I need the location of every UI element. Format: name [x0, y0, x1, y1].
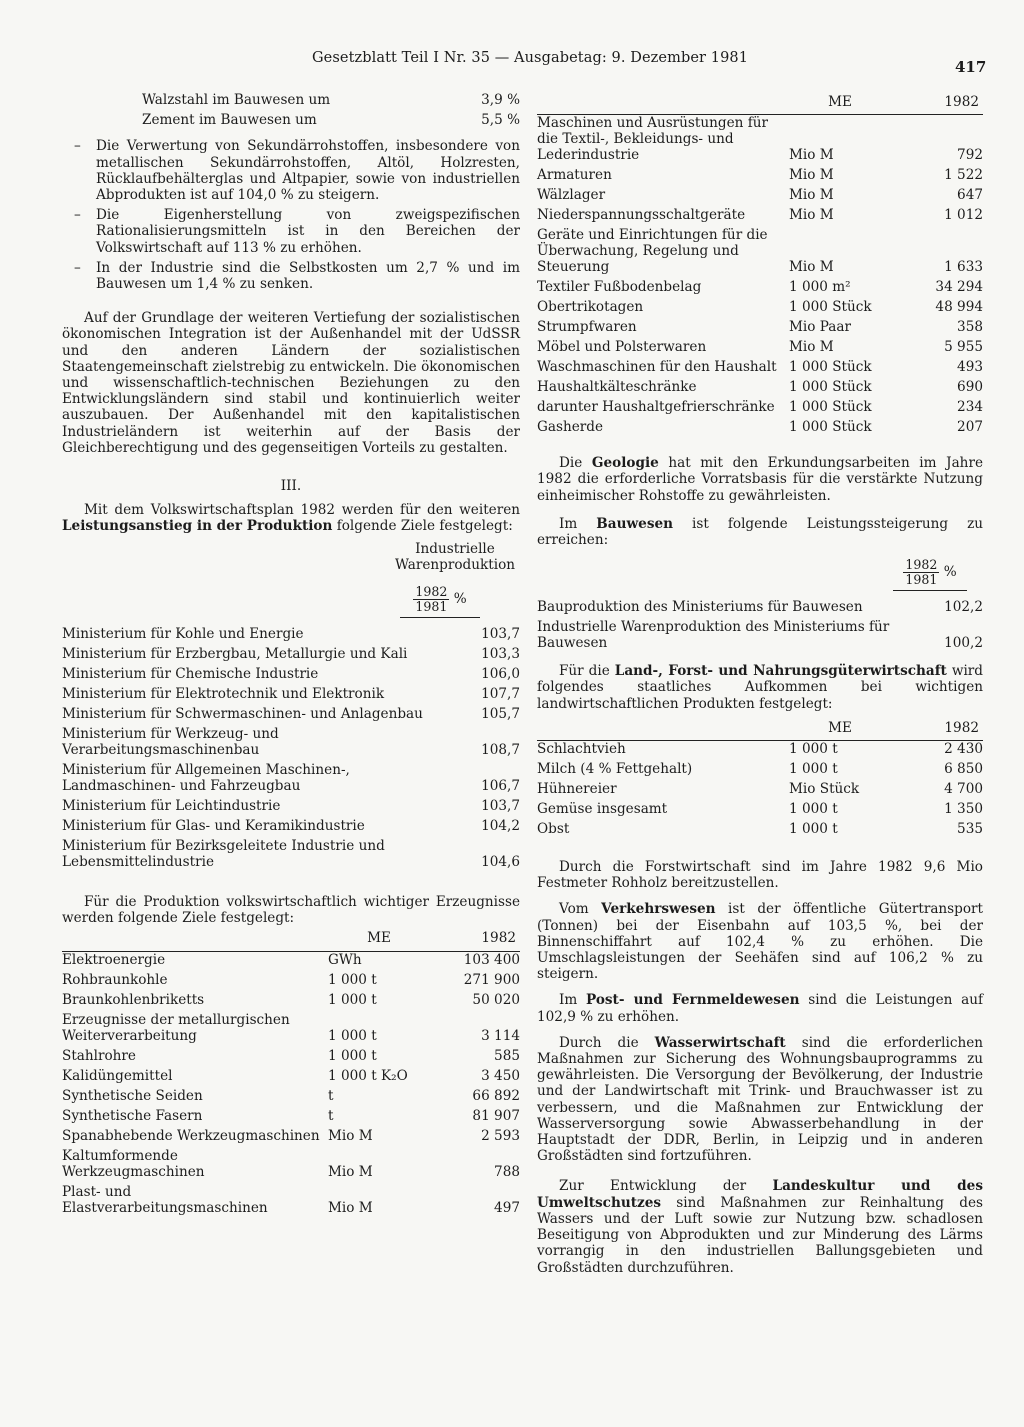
row-value: 34 294: [935, 279, 983, 296]
row-label: Möbel und Polsterwaren: [537, 339, 707, 356]
top-line-label: Walzstahl im Bauwesen um: [142, 92, 331, 108]
row-unit: 1 000 t: [789, 821, 838, 838]
row-label: Obst: [537, 821, 570, 838]
row-label: Textiler Fußbodenbelag: [537, 279, 702, 296]
row-value: 690: [957, 379, 983, 396]
row-label: Ministerium für Erzbergbau, Metallurgie und Kali: [62, 646, 408, 663]
products-year-header: 1982: [481, 930, 516, 947]
table-row: [62, 972, 520, 988]
row-value: 100,2: [944, 635, 983, 652]
table-row: [62, 798, 520, 814]
section-number: III.: [280, 478, 302, 495]
row-value: 102,2: [944, 599, 983, 616]
row-label: Ministerium für Chemische Industrie: [62, 666, 319, 683]
row-value: 66 892: [472, 1087, 520, 1104]
table-row: [62, 626, 520, 642]
table-row: [537, 379, 983, 395]
goods-table: [537, 92, 983, 439]
left-column: [62, 92, 520, 1220]
section-intro: Mit dem Volkswirtschaftsplan 1982 werden für den weiteren Leistungsanstieg in der Produktion folgende Ziele festgelegt:: [62, 502, 520, 535]
row-label: Obertrikotagen: [537, 299, 644, 316]
row-value: 81 907: [472, 1107, 520, 1124]
table-row: [62, 762, 520, 794]
percent-unit: %: [453, 591, 467, 608]
table-row: [62, 818, 520, 834]
row-value: 4 700: [944, 781, 983, 798]
row-value: 493: [957, 359, 983, 376]
row-value: 48 994: [935, 299, 983, 316]
products-me-header: ME: [367, 930, 391, 947]
row-label: Ministerium für Glas- und Keramikindustrie: [62, 818, 365, 835]
row-unit: Mio M: [789, 259, 834, 276]
row-label: Synthetische Fasern: [62, 1107, 203, 1124]
products-intro: Für die Produktion volkswirtschaftlich wichtiger Erzeugnisse werden folgende Ziele festgelegt:: [62, 894, 520, 927]
row-value: 50 020: [472, 991, 520, 1008]
page-header: Gesetzblatt Teil I Nr. 35 — Ausgabetag: 9. Dezember 1981: [312, 50, 749, 66]
goods-year-header: 1982: [944, 94, 979, 110]
table-row: [537, 319, 983, 335]
row-label: Ministerium für Allgemeinen Maschinen-, Landmaschinen- und Fahrzeugbau: [62, 762, 350, 795]
table-row: [62, 1108, 520, 1124]
row-value: 535: [957, 821, 983, 838]
table-row: [537, 299, 983, 315]
row-unit: 1 000 t: [789, 761, 838, 778]
post-paragraph: Im Post- und Fernmeldewesen sind die Leistungen auf 102,9 % zu erhöhen.: [537, 992, 983, 1025]
table-row: [537, 781, 983, 797]
table-row: [537, 187, 983, 203]
row-label: Milch (4 % Fettgehalt): [537, 761, 693, 778]
forestry-paragraph: Durch die Forstwirtschaft sind im Jahre 1982 9,6 Mio Festmeter Rohholz bereitzustellen.: [537, 859, 983, 892]
table-row: [62, 1012, 520, 1044]
table-row: [537, 359, 983, 375]
dash-item: – In der Industrie sind die Selbstkosten um 2,7 % und im Bauwesen um 1,4 % zu senken.: [74, 259, 520, 293]
dash-item-text: Die Eigenherstellung von zweigspezifischen Rationalisierungsmitteln ist in den Bereichen der Volkswirtschaft auf 113 % zu erhöhen.: [96, 207, 520, 256]
row-unit: 1 000 Stück: [789, 359, 872, 376]
row-value: 585: [494, 1047, 520, 1064]
ratio-fraction: $\frac{1982}{1981}$: [415, 584, 448, 615]
table-row: [62, 686, 520, 702]
row-value: 1 633: [944, 259, 983, 276]
table-row: [537, 821, 983, 837]
dash-item: – Die Eigenherstellung von zweigspezifischen Rationalisierungsmitteln ist in den Bereichen der Volkswirtschaft auf 113 % zu erhöhen.: [74, 207, 520, 256]
row-unit: Mio M: [789, 207, 834, 224]
construction-paragraph: Im Bauwesen ist folgende Leistungssteigerung zu erreichen:: [537, 515, 983, 549]
row-label: Ministerium für Leichtindustrie: [62, 798, 281, 815]
row-value: 1 012: [944, 207, 983, 224]
table-row: [537, 801, 983, 817]
row-label: Kalidüngemittel: [62, 1067, 173, 1084]
row-unit: GWh: [328, 951, 362, 968]
table-row: [537, 741, 983, 758]
row-label: Maschinen und Ausrüstungen für die Textil-, Bekleidungs- und Lederindustrie: [537, 115, 768, 164]
ministries-header: [62, 541, 520, 573]
row-unit: 1 000 t: [328, 1047, 377, 1064]
table-row: [537, 339, 983, 355]
row-label: Braunkohlenbriketts: [62, 991, 205, 1008]
transport-paragraph: Vom Verkehrswesen ist der öffentliche Gütertransport (Tonnen) bei der Eisenbahn auf 103,5 %, bei der Binnenschiffahrt auf 102,4 % zu erhöhen. Die Umschlagsleistungen der Seehäfen sind auf 106,2 % zu steigern.: [537, 901, 984, 983]
row-label: Strumpfwaren: [537, 319, 637, 336]
table-row: [537, 619, 983, 651]
row-value: 2 430: [944, 741, 983, 758]
table-row: [62, 1048, 520, 1064]
row-value: 1 522: [944, 167, 983, 184]
row-label: Rohbraunkohle: [62, 971, 168, 988]
table-row: [62, 726, 520, 758]
row-label: Geräte und Einrichtungen für die Überwachung, Regelung und Steuerung: [537, 227, 768, 276]
row-value: 108,7: [481, 742, 520, 759]
row-unit: Mio M: [789, 187, 834, 204]
row-label: Spanabhebende Werkzeugmaschinen: [62, 1127, 320, 1144]
row-unit: 1 000 t: [328, 971, 377, 988]
row-value: 792: [957, 147, 983, 164]
row-unit: t: [328, 1107, 334, 1124]
table-row: [537, 279, 983, 295]
row-label: Wälzlager: [537, 187, 606, 204]
table-row: [537, 167, 983, 183]
row-unit: Mio Paar: [789, 319, 852, 336]
top-line-value: 5,5 %: [481, 112, 520, 129]
row-label: Ministerium für Bezirksgeleitete Industrie und Lebensmittelindustrie: [62, 838, 385, 871]
table-row: [62, 646, 520, 662]
row-unit: Mio M: [328, 1199, 373, 1216]
agriculture-table: [537, 718, 983, 841]
table-row: [537, 761, 983, 777]
table-row: [537, 599, 983, 615]
row-value: 105,7: [481, 706, 520, 723]
table-row: [62, 1148, 520, 1180]
row-unit: 1 000 Stück: [789, 299, 872, 316]
goods-me-header: ME: [828, 94, 852, 110]
row-value: 103,7: [481, 798, 520, 815]
dash-item-text: Die Verwertung von Sekundärrohstoffen, insbesondere von metallischen Sekundärrohstoffen, Altöl, Holzresten, Rücklaufbehälterglas und Altpapier, sowie von industriellen Abprodukten ist auf 104,0 % zu steigern.: [96, 138, 520, 204]
row-label: Synthetische Seiden: [62, 1087, 203, 1104]
row-value: 104,2: [481, 818, 520, 835]
row-value: 3 450: [481, 1067, 520, 1084]
table-row: [537, 227, 983, 275]
row-unit: 1 000 t: [789, 801, 838, 818]
row-unit: Mio M: [328, 1127, 373, 1144]
percent-unit: %: [943, 564, 957, 581]
agriculture-paragraph: Für die Land-, Forst- und Nahrungsgüterwirtschaft wird folgendes staatliches Aufkommen bei wichtigen landwirtschaftlichen Produkten festgelegt:: [537, 663, 984, 712]
ministries-header-line1: Industrielle: [415, 540, 495, 557]
row-label: Stahlrohre: [62, 1047, 136, 1064]
table-row: [62, 666, 520, 682]
table-row: [537, 399, 983, 415]
ministries-header-line2: Warenproduktion: [394, 556, 516, 573]
row-label: Ministerium für Elektrotechnik und Elektronik: [62, 686, 385, 703]
table-row: [62, 992, 520, 1008]
row-label: Hühnereier: [537, 781, 617, 798]
row-value: 207: [957, 419, 983, 436]
row-unit: Mio M: [789, 339, 834, 356]
row-label: Erzeugnisse der metallurgischen Weiterverarbeitung: [62, 1011, 290, 1044]
row-unit: Mio M: [789, 147, 834, 164]
row-value: 1 350: [944, 801, 983, 818]
table-row: [537, 207, 983, 223]
row-label: Ministerium für Werkzeug- und Verarbeitungsmaschinenbau: [62, 726, 279, 759]
table-row: [62, 706, 520, 722]
row-unit: Mio Stück: [789, 781, 860, 798]
row-value: 6 850: [944, 761, 983, 778]
row-value: 107,7: [481, 686, 520, 703]
row-unit: 1 000 t: [328, 1027, 377, 1044]
row-unit: Mio M: [789, 167, 834, 184]
page-number: 417: [955, 58, 987, 76]
row-value: 647: [957, 187, 983, 204]
row-unit: 1 000 Stück: [789, 399, 872, 416]
row-value: 106,7: [481, 778, 520, 795]
top-lines: [62, 92, 520, 128]
ministries-table: [62, 626, 520, 874]
ratio-fraction: $\frac{1982}{1981}$: [905, 557, 938, 588]
row-value: 103 400: [463, 951, 520, 968]
row-label: Niederspannungsschaltgeräte: [537, 207, 746, 224]
row-label: Kaltumformende Werkzeugmaschinen: [62, 1147, 205, 1180]
row-label: Bauproduktion des Ministeriums für Bauwesen: [537, 599, 863, 616]
row-value: 5 955: [944, 339, 983, 356]
dash-item-text: In der Industrie sind die Selbstkosten um 2,7 % und im Bauwesen um 1,4 % zu senken.: [96, 259, 520, 293]
water-paragraph: Durch die Wasserwirtschaft sind die erforderlichen Maßnahmen zur Sicherung des Wohnungsbauprogramms zu gewährleisten. Die Versorgung der Bevölkerung, der Industrie und der Landwirtschaft mit Trink- und Brauchwasser ist zu verbessern, und die Maßnahmen zur Entwicklung der Wasserversorgung sowie Abwasserbehandlung in der Hauptstadt der DDR, Berlin, in Leipzig und in anderen Großstädten sind fortzuführen.: [537, 1034, 983, 1165]
row-label: Armaturen: [537, 167, 612, 184]
row-unit: 1 000 m²: [789, 279, 851, 296]
table-row: [537, 419, 983, 435]
top-line-label: Zement im Bauwesen um: [142, 112, 317, 129]
row-value: 2 593: [481, 1127, 520, 1144]
row-label: Plast- und Elastverarbeitungsmaschinen: [62, 1183, 268, 1216]
row-value: 106,0: [481, 666, 520, 683]
table-row: [62, 1184, 520, 1216]
row-value: 271 900: [463, 971, 520, 988]
landscape-paragraph: Zur Entwicklung der Landeskultur und des Umweltschutzes sind Maßnahmen zur Reinhaltung des Wassers und der Luft sowie zur Nutzung bzw. schadlosen Beseitigung von Abprodukten und zur Minderung des Lärms vorrangig in den industriellen Ballungsgebieten und Großstädten durchzuführen.: [537, 1178, 983, 1276]
top-line: [142, 92, 520, 108]
row-label: Gemüse insgesamt: [537, 801, 668, 818]
table-row: [62, 838, 520, 870]
row-label: Schlachtvieh: [537, 741, 626, 758]
row-value: 3 114: [481, 1027, 520, 1044]
geology-paragraph: Die Geologie hat mit den Erkundungsarbeiten im Jahre 1982 die erforderliche Vorratsbasis für die verstärkte Nutzung einheimischer Rohstoffe zu gewährleisten.: [537, 455, 983, 504]
row-unit: Mio M: [328, 1163, 373, 1180]
right-column: [537, 92, 983, 1276]
table-row: [62, 1088, 520, 1104]
row-label: Ministerium für Kohle und Energie: [62, 626, 304, 643]
row-unit: 1 000 Stück: [789, 419, 872, 436]
row-value: 103,7: [481, 626, 520, 643]
row-value: 358: [957, 319, 983, 336]
row-value: 103,3: [481, 646, 520, 663]
agri-year-header: 1982: [944, 719, 979, 736]
construction-table: [537, 599, 983, 655]
row-label: Waschmaschinen für den Haushalt: [537, 359, 777, 376]
table-row: [537, 115, 983, 164]
row-unit: 1 000 t K₂O: [328, 1067, 408, 1084]
row-value: 104,6: [481, 854, 520, 871]
table-row: [62, 951, 520, 968]
row-unit: t: [328, 1087, 334, 1104]
dash-item: – Die Verwertung von Sekundärrohstoffen, insbesondere von metallischen Sekundärrohstoffen, Altöl, Holzresten, Rücklaufbehälterglas und Altpapier, sowie von industriellen Abprodukten ist auf 104,0 % zu steigern.: [74, 138, 520, 204]
top-line-value: 3,9 %: [481, 92, 520, 108]
row-label: Ministerium für Schwermaschinen- und Anlagenbau: [62, 706, 423, 723]
row-label: Industrielle Warenproduktion des Ministeriums für Bauwesen: [537, 619, 890, 652]
table-row: [62, 1068, 520, 1084]
top-line: [142, 112, 520, 128]
row-label: Gasherde: [537, 419, 603, 436]
row-label: Elektroenergie: [62, 951, 166, 968]
row-value: 234: [957, 399, 983, 416]
row-unit: 1 000 Stück: [789, 379, 872, 396]
row-label: Haushaltkälteschränke: [537, 379, 697, 396]
foreign-trade-paragraph: Auf der Grundlage der weiteren Vertiefung der sozialistischen ökonomischen Integration ist der Außenhandel mit der UdSSR und den anderen Ländern der sozialistischen Staatengemeinschaft zielstrebig zu entwickeln. Die ökonomischen und wissenschaftlich-technischen Beziehungen zu den Entwicklungsländern sind stabil und kontinuierlich weiter auszubauen. Der Außenhandel mit den kapitalistischen Industrieländern ist weiterhin auf der Basis der Gleichberechtigung und des gegenseitigen Vorteils zu gestalten.: [62, 310, 520, 456]
agri-me-header: ME: [828, 719, 852, 736]
products-table: [62, 928, 520, 1219]
row-unit: 1 000 t: [789, 741, 838, 758]
table-row: [62, 1128, 520, 1144]
row-label: darunter Haushaltgefrierschränke: [537, 399, 775, 416]
row-value: 788: [494, 1163, 520, 1180]
row-value: 497: [494, 1199, 520, 1216]
row-unit: 1 000 t: [328, 991, 377, 1008]
